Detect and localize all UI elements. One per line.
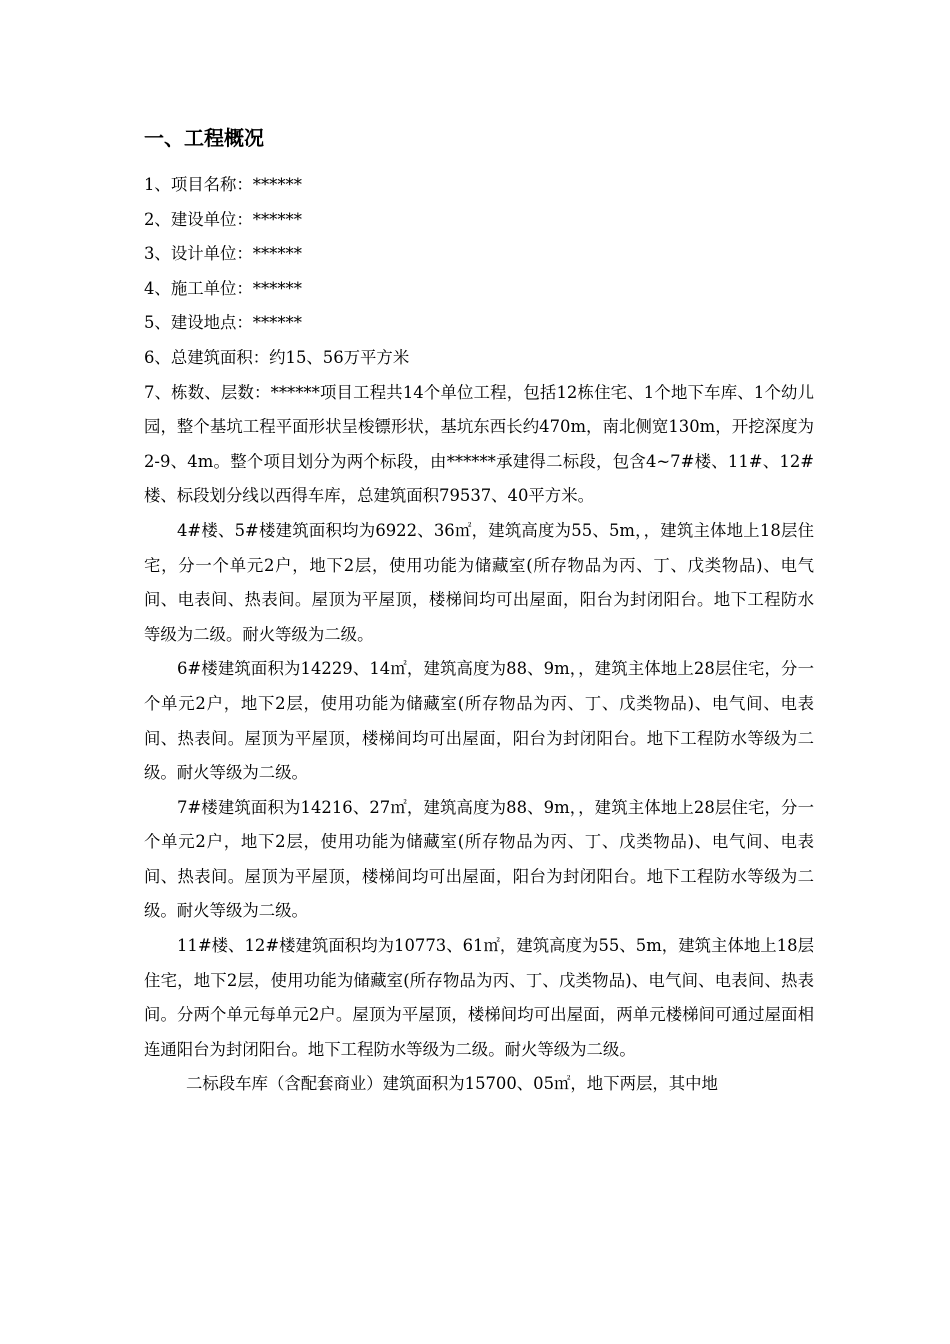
section-heading: 一、工程概况: [144, 126, 264, 150]
item-builder-unit: 4、施工单位：******: [144, 278, 302, 298]
paragraph-building-6: 6#楼建筑面积为14229、14㎡，建筑高度为88、9m，，建筑主体地上28层住宅，分一个单元2户，地下2层，使用功能为储藏室(所存物品为丙、丁、戊类物品)、电气间、电表间、热表间。屋顶为平屋顶，楼梯间均可出屋面，阳台为封闭阳台。地下工程防水等级为二级。耐火等级为二级。: [144, 659, 814, 783]
document-page: [144, 122, 814, 1102]
paragraph-building-4-5: 4#楼、5#楼建筑面积均为6922、36㎡，建筑高度为55、5m，，建筑主体地上18层住宅，分一个单元2户，地下2层，使用功能为储藏室(所存物品为丙、丁、戊类物品)、电气间、电表间、热表间。屋顶为平屋顶，楼梯间均可出屋面，阳台为封闭阳台。地下工程防水等级为二级。耐火等级为二级。: [144, 520, 814, 644]
paragraph-building-count: 7、栋数、层数：******项目工程共14个单位工程，包括12栋住宅、1个地下车库、1个幼儿园，整个基坑工程平面形状呈梭镖形状，基坑东西长约470m，南北侧宽130m，开挖深度为2-9、4m。整个项目划分为两个标段，由******承建得二标段，包含4~7#楼、11#、12#楼、标段划分线以西得车库，总建筑面积79537、40平方米。: [144, 382, 814, 506]
item-design-unit: 3、设计单位：******: [144, 244, 302, 264]
paragraph-garage: 二标段车库（含配套商业）建筑面积为15700、05㎡，地下两层，其中地: [186, 1074, 718, 1094]
item-location: 5、建设地点：******: [144, 313, 302, 333]
paragraph-building-7: 7#楼建筑面积为14216、27㎡，建筑高度为88、9m，，建筑主体地上28层住宅，分一个单元2户，地下2层，使用功能为储藏室(所存物品为丙、丁、戊类物品)、电气间、电表间、热表间。屋顶为平屋顶，楼梯间均可出屋面，阳台为封闭阳台。地下工程防水等级为二级。耐火等级为二级。: [144, 797, 814, 921]
item-construction-unit: 2、建设单位：******: [144, 209, 302, 229]
paragraph-building-11-12: 11#楼、12#楼建筑面积均为10773、61㎡，建筑高度为55、5m，建筑主体地上18层住宅，地下2层，使用功能为储藏室(所存物品为丙、丁、戊类物品)、电气间、电表间、热表间。分两个单元每单元2户。屋顶为平屋顶，楼梯间均可出屋面，两单元楼梯间可通过屋面相连通阳台为封闭阳台。地下工程防水等级为二级。耐火等级为二级。: [144, 936, 814, 1059]
item-total-area: 6、总建筑面积：约15、56万平方米: [144, 347, 410, 367]
item-project-name: 1、项目名称：******: [144, 175, 302, 194]
